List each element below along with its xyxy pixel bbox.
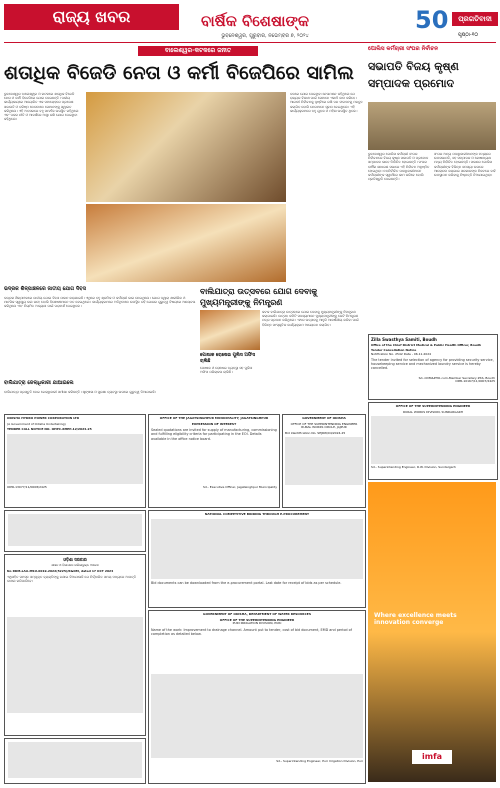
zilla-notice: [368, 334, 498, 400]
right-body-col2: ସଂଘର ଅନ୍ୟ ପଦାଧିକାରୀମାନଙ୍କ ମଧ୍ୟରେ ଉପସଭାପତି, ସହ ସମ୍ପାଦକ ଓ କୋଷାଧ୍ୟକ୍ଷ ମଧ୍ୟ ନିର୍ବାଚିତ ହୋଇଛନ୍ତି। ସଭାରେ ପୋଲିସ କର୍ମଚାରୀଙ୍କ ବିଭିନ୍ନ ସମସ୍ୟା ଉପରେ ଆଲୋଚନା କରାଯାଇ ସରକାରଙ୍କ ନିକଟରେ ଦାବି ଉପସ୍ଥାପନ କରିବାକୁ ନିଷ୍ପତ୍ତି ନିଆଯାଇଥିଲା।: [434, 152, 496, 178]
odisha-order-title: ଓଡ଼ିଶା ସରକାର: [63, 557, 87, 562]
jajpur-notice: [282, 414, 366, 508]
ncb-heading: NATIONAL COMPETITIVE BIDDING THROUGH E-PROCUREMENT: [204, 512, 310, 516]
jagatsinghpur-title: OFFICE OF THE JAGATSINGHPUR MUNICIPALITY, JAGATSINGHPUR: [159, 416, 269, 420]
small-notice-table: [8, 514, 142, 546]
right-headline: ସଭାପତି ବିଜୟ କୃଷ୍ଣ ସମ୍ପାଦକ ପ୍ରମୋଦ: [368, 60, 459, 90]
section-title: ରାଜ୍ୟ ଖବର: [4, 4, 179, 30]
right-kicker: ପୋଲିସ କର୍ମଚାରୀ ସଂଘର ନିର୍ବାଚନ: [368, 46, 439, 52]
zilla-body: The tender invited for selection of agency for providing security service, housekeeping service and mechanized laundry service is hereby cancelled.: [371, 357, 494, 371]
ohpc-notice: [4, 414, 146, 508]
water-office: OFFICE OF THE SUPERINTENDING ENGINEER: [219, 617, 295, 622]
water-table: [151, 674, 363, 758]
jagatsinghpur-body: Sealed quotations are invited for supply of manufacturing, commissioning and fulfilling eligibility criteria for participating in the EOI. Details available in the office notice board.: [151, 428, 277, 441]
ncb-table: [151, 519, 363, 579]
ad-brand: imfa: [412, 750, 452, 764]
lead-photo-2: [86, 204, 286, 282]
odisha-order-number: No RDM-LAA-MSU-0019-2022(5225)/R&DM, dated 17 OCT 2024: [7, 568, 114, 573]
story-two-photo: [200, 310, 260, 350]
ad-caption: Where excellence meets innovation converge: [374, 612, 457, 626]
zilla-sign: Sd.-CDM&PHO-cum-Member Secretary ZSS, Boudh: [418, 375, 495, 380]
ncb-body: Bid documents can be downloaded from the e-procurement portal. Last date for receipt of bids as per schedule.: [151, 580, 342, 585]
sundargarh-notice: [368, 402, 498, 480]
sundargarh-sign: Sd.- Superintending Engineer, R.W. Division, Sundargarh: [371, 465, 456, 470]
lead-body-col1: ଭୁବନେଶ୍ୱର ବାଲେଶ୍ୱର ଓ କଟକରେ ଶତାଧିକ ବିଜେଡି ନେତା ଓ କର୍ମୀ ବିଜେପିରେ ଯୋଗ ଦେଇଛନ୍ତି। ଦଳୀୟ କାର୍ଯ୍ୟାଳୟରେ ଆୟୋଜିତ ଏକ ସମାରୋହରେ ପ୍ରଦେଶ ସଭାପତି ଓ ବରିଷ୍ଠ ନେତାମାନେ ସେମାନଙ୍କୁ ସ୍ୱାଗତ କରିଥିଲେ। ଏହି ଅବସରରେ ବହୁ ସମର୍ଥକ ଉପସ୍ଥିତ ରହିଥିଲେ ଏବଂ ଦଳର ନୀତି ଓ ଆଦର୍ଶରେ ଆସ୍ଥା ରଖି ଯୋଗ ଦେଇଥିବା କହିଥିଲେ।: [4, 92, 79, 122]
lead-photo: [86, 92, 286, 202]
water-body: Name of the work: Improvement to drainage channel. Amount put to tender, cost of bid document, EMD and period of completion as detailed below.: [151, 627, 352, 636]
jajpur-circle: RURAL WORKS CIRCLE, JAJPUR: [301, 425, 347, 430]
story-one-headline: ଭଦ୍ରକ ଶିଳ୍ପାଞ୍ଚଳରେ ଜାତୀୟ ଯୋଗ ଦିବସ: [4, 286, 86, 292]
zilla-number: Notification No. 2542 Date - 06.11.2024: [371, 352, 432, 357]
anniversary-logo: 50: [415, 6, 449, 34]
police-photo: [368, 102, 496, 150]
story-two-headline: ବାଲିଯାତ୍ରା ଉତ୍ସବରେ ଯୋଗ ଦେବାକୁ ମୁଖ୍ୟମନ୍ତ୍ରୀଙ୍କୁ ନିମନ୍ତ୍ରଣ: [200, 287, 318, 307]
page-number: ପୃଷ୍ଠା-୧୦: [458, 32, 478, 38]
lead-headline: ଶତାଧିକ ବିଜେଡି ନେତା ଓ କର୍ମୀ ବିଜେପିରେ ସାମିଲ: [4, 62, 354, 84]
water-resources-notice: [148, 610, 366, 784]
jajpur-office: OFFICE OF THE SUPERINTENDING ENGINEER: [290, 421, 358, 426]
sundargarh-table: [371, 416, 495, 464]
sundargarh-title: OFFICE OF THE SUPERINTENDING ENGINEER: [395, 404, 471, 408]
bottom-left-notice: [4, 738, 146, 784]
jajpur-ncb-notice: [148, 510, 366, 608]
story-three-body: ପୋଷାକ ଓ ରୋଷେଇ ବ୍ୟବସ୍ଥା ସହ ପୁଲିସ ଅଫିସ ପରିଚାଳନା ଚାଲିଛି।: [200, 366, 253, 375]
odisha-order-notice: [4, 554, 146, 736]
small-notice-left: [4, 510, 146, 552]
jagatsinghpur-sign: Sd.- Executive Officer, Jagatsinghpur Municipality: [202, 485, 277, 490]
dateline: ଭୁବନେଶ୍ୱର, ଗୁରୁବାର, ନଭେମ୍ବର ୭, ୨୦୨୪: [221, 33, 309, 39]
odisha-order-sub: ଶାସନ ଓ ବିଭାଗରେ ତାଲିକାଭୁକ୍ତ ଆଦେଶ: [51, 563, 99, 567]
zilla-title: Zilla Swasthya Samiti, Boudh: [371, 337, 437, 342]
ohpc-tender: TENDER CALL NOTICE NO. OHPC-RHEP-12/2024-25: [7, 427, 92, 432]
right-body-col1: ଭୁବନେଶ୍ୱର ପୋଲିସ କର୍ମଚାରୀ ସଂଘର ନିର୍ବାଚନରେ ବିଜୟ କୃଷ୍ଣ ସଭାପତି ଓ ପ୍ରମୋଦ ସମ୍ପାଦକ ଭାବେ ନିର୍ବାଚିତ ହୋଇଛନ୍ତି। ସଂଘର ବାର୍ଷିକ ସାଧାରଣ ସଭାରେ ଏହି ନିର୍ବାଚନ ଅନୁଷ୍ଠିତ ହୋଇଥିଲା। ନବନିର୍ବାଚିତ ପଦାଧିକାରୀମାନେ କର୍ମଚାରୀଙ୍କ ସ୍ୱାର୍ଥରେ କାମ କରିବେ ବୋଲି ପ୍ରତିଶ୍ରୁତି ଦେଇଛନ୍ତି।: [368, 152, 430, 182]
newspaper-brand: ପ୍ରଗତିବାଦୀ: [452, 12, 498, 26]
zilla-tender: Tender Cancellation Notice: [371, 347, 417, 352]
masthead-divider: [4, 42, 496, 43]
story-three-headline: ପୋଷାକ ରୋଷେଇ ପୁଲିସ ଅଫିସ ଚାଲିଛି: [200, 353, 256, 364]
special-issue-title: ବାର୍ଷିକ ବିଶେଷାଙ୍କ: [201, 12, 309, 30]
lead-kicker: ବାଲେଶ୍ୱର-କଟକରେ ଜନୀତ: [138, 46, 258, 56]
imfa-advertisement: [368, 482, 496, 782]
jajpur-ref: Bid Identification No. SEJRW/04/2024-25: [285, 430, 346, 435]
ohpc-table: [7, 434, 143, 484]
story-four-headline: ବାଲିଯାତ୍ରା ଜେଲାଧିକାରୀ ଯାଆଇଲେ: [4, 380, 74, 386]
zilla-footer: OIPR-10167/11/0007/2425: [455, 379, 495, 384]
water-sign: Sd.- Superintending Engineer, Puri Irrigation Division, Puri: [276, 758, 363, 763]
story-two-body: କଟକ ବାଲିଯାତ୍ରା ଉତ୍ସବରେ ଯୋଗ ଦେବାକୁ ମୁଖ୍ୟମନ୍ତ୍ରୀଙ୍କୁ ନିମନ୍ତ୍ରଣ କରାଯାଇଛି। ଉତ୍ସବ କମିଟି ସଦସ୍ୟମାନେ ମୁଖ୍ୟମନ୍ତ୍ରୀଙ୍କୁ ଭେଟି ନିମନ୍ତ୍ରଣ ପତ୍ର ପ୍ରଦାନ କରିଥିଲେ। ଏଥର ଉତ୍ସବକୁ ଆହୁରି ଆକର୍ଷଣୀୟ କରିବା ପାଇଁ ବିଭିନ୍ନ ସାଂସ୍କୃତିକ କାର୍ଯ୍ୟକ୍ରମ ଆୟୋଜନ କରାଯିବ।: [262, 310, 359, 327]
odisha-order-table: [7, 617, 143, 713]
jagatsinghpur-notice: [148, 414, 280, 508]
water-circle: PURI IRRIGATION DIVISION, PURI: [232, 621, 282, 626]
lead-body-col3: ଦଳରେ ଯୋଗ ଦେଇଥିବା ନେତାମାନେ କହିଥିଲେ ଯେ ରାଜ୍ୟର ବିକାଶ ପାଇଁ ସେମାନେ ଏକାଠି କାମ କରିବେ। ଆଗାମୀ ନିର୍ବାଚନକୁ ଦୃଷ୍ଟିରେ ରଖି ଦଳ ସଂଗଠନକୁ ମଜବୁତ କରାଯିବ ବୋଲି ନେତାମାନେ ସୂଚନା ଦେଇଥିଲେ। ଏହି କାର୍ଯ୍ୟକ୍ରମରେ ବହୁ ଯୁବକ ଓ ମହିଳା ଉପସ୍ଥିତ ଥିଲେ।: [290, 92, 363, 113]
jajpur-gov: GOVERNMENT OF ODISHA: [302, 416, 346, 420]
zilla-subtitle: Office of the Chief District Medical & Public Health Officer, Boudh: [371, 343, 482, 347]
ohpc-footer: OIPR-13077/11/0008/2425: [7, 484, 47, 489]
odisha-order-body: ଏଥିସହିତ ସମସ୍ତ ସମ୍ପୃକ୍ତ ବ୍ୟକ୍ତିଙ୍କୁ ଜଣାଇ ଦିଆଯାଉଛି ଯେ ନିର୍ଦ୍ଧାରିତ ସମୟ ମଧ୍ୟରେ ଆପତ୍ତି ଦାଖଲ କରିପାରିବେ।: [7, 575, 137, 584]
jagatsinghpur-eoi: EXPRESSION OF INTEREST: [191, 421, 237, 426]
jajpur-table: [285, 437, 363, 485]
water-title: GOVERNMENT OF ODISHA, DEPARTMENT OF WATER RESOURCES: [202, 612, 312, 616]
story-four-body: ବାଲିଯାତ୍ରା ପ୍ରସ୍ତୁତି ନେଇ ଜେଲାଧିକାରୀ ସମୀକ୍ଷା କରିଛନ୍ତି। ଶୃଙ୍ଖଳା ଓ ସୁରକ୍ଷା ବ୍ୟବସ୍ଥା ଉପରେ ଗୁରୁତ୍ୱ ଦିଆଯାଇଛି।: [4, 390, 157, 394]
story-one-body: ଭଦ୍ରକ ଶିଳ୍ପାଞ୍ଚଳରେ ଜାତୀୟ ଯୋଗ ଦିବସ ପାଳନ କରାଯାଇଛି। ଏଥିରେ ବହୁ ଶ୍ରମିକ ଓ କର୍ମଚାରୀ ଭାଗ ନେଇଥିଲେ। ଯୋଗ ଦ୍ୱାରା ଶାରୀରିକ ଓ ମାନସିକ ସ୍ୱାସ୍ଥ୍ୟ ଭଲ ରହେ ବୋଲି ବିଶେଷଜ୍ଞମାନେ ମତ ଦେଇଥିଲେ। କାର୍ଯ୍ୟକ୍ରମରେ ଅତିଥିମାନେ ଉପସ୍ଥିତ ରହି ଯୋଗର ଗୁରୁତ୍ୱ ବିଷୟରେ ଆଲୋଚନା କରିଥିଲେ ଏବଂ ନିୟମିତ ଅଭ୍ୟାସ ପାଇଁ ପରାମର୍ଶ ଦେଇଥିଲେ।: [4, 296, 196, 309]
sundargarh-subtitle: RURAL WORKS DIVISION, SUNDARGARH: [402, 409, 464, 414]
ohpc-title: ODISHA HYDRO POWER CORPORATION LTD: [7, 416, 80, 420]
ohpc-subtitle: (A Government of Odisha Undertaking): [7, 421, 66, 426]
bottom-left-table: [8, 742, 142, 778]
